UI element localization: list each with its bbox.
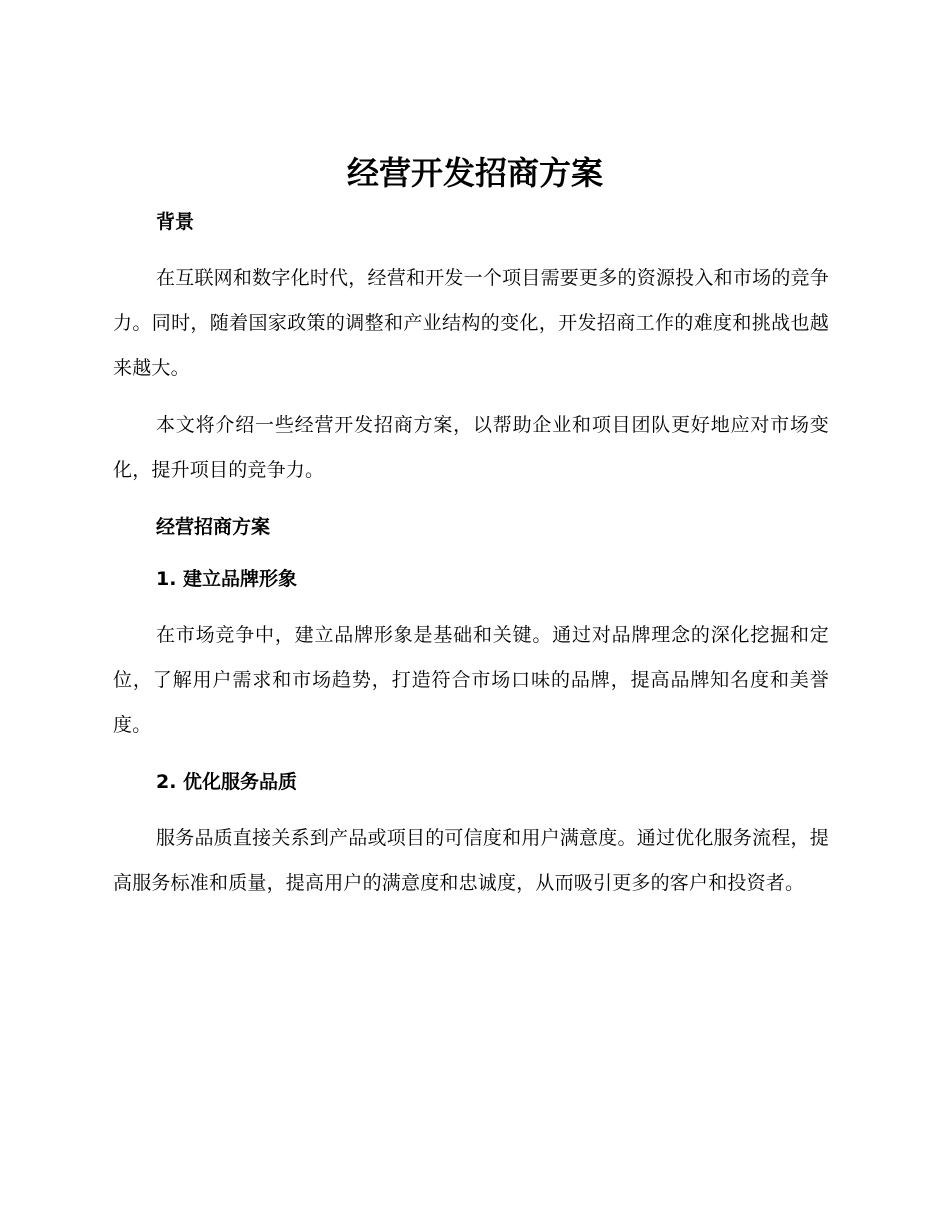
document-title: 经营开发招商方案 [346, 154, 603, 192]
paragraph-service: 服务品质直接关系到产品或项目的可信度和用户满意度。通过优化服务流程，提高服务标准和质量，提高用户的满意度和忠诚度，从而吸引更多的客户和投资者。 [113, 827, 829, 894]
document-body [113, 204, 829, 918]
heading-background: 背景 [156, 211, 195, 233]
paragraph-background-1: 在互联网和数字化时代，经营和开发一个项目需要更多的资源投入和市场的竞争力。同时，随着国家政策的调整和产业结构的变化，开发招商工作的难度和挑战也越来越大。 [113, 267, 829, 379]
heading-service: 2. 优化服务品质 [156, 771, 298, 793]
paragraph-brand: 在市场竞争中，建立品牌形象是基础和关键。通过对品牌理念的深化挖掘和定位，了解用户需求和市场趋势，打造符合市场口味的品牌，提高品牌知名度和美誉度。 [113, 624, 829, 736]
heading-brand: 1. 建立品牌形象 [156, 568, 298, 590]
paragraph-background-2: 本文将介绍一些经营开发招商方案，以帮助企业和项目团队更好地应对市场变化，提升项目的竞争力。 [113, 414, 829, 481]
heading-plan: 经营招商方案 [156, 516, 271, 538]
